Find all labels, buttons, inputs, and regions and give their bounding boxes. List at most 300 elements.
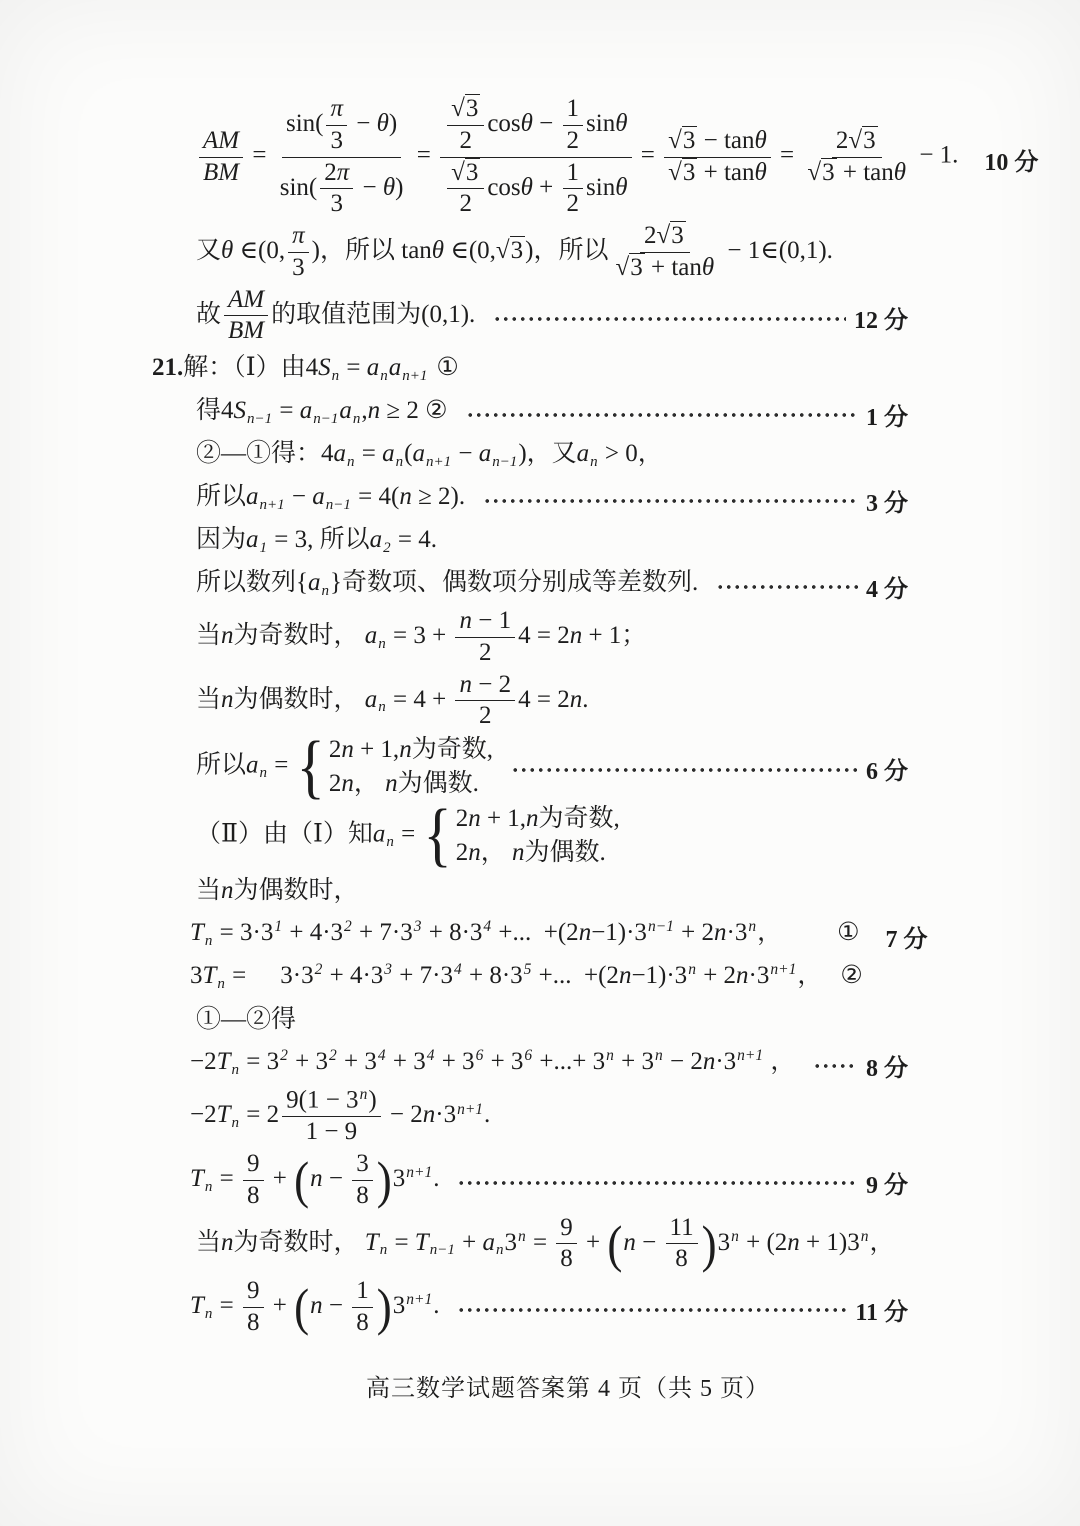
- math-text: = 4 +: [386, 685, 453, 713]
- math-text: ·3: [435, 1101, 457, 1129]
- fraction: [282, 1086, 381, 1147]
- math-variable: BM: [228, 317, 265, 345]
- problem-21-start-line: [0, 349, 1080, 389]
- sqrt-radical: √3: [668, 158, 696, 186]
- math-text: 9: [560, 1213, 573, 1241]
- math-variable: θ: [615, 109, 628, 137]
- subscript: n−1: [247, 410, 273, 427]
- math-text: +: [266, 1292, 294, 1319]
- math-variable: a: [382, 439, 395, 467]
- math-variable: T: [216, 1101, 231, 1129]
- subscript: n: [380, 367, 388, 384]
- math-text: + 1)3: [799, 1228, 860, 1256]
- math-variable: a: [364, 621, 378, 649]
- sqrt-radical: √3: [451, 95, 479, 122]
- math-text: ≥ 2 ②: [380, 396, 448, 424]
- math-text: )，所以: [525, 236, 609, 264]
- line-content: [190, 960, 863, 994]
- math-text: 8: [560, 1245, 573, 1273]
- math-text: + 3: [435, 1047, 475, 1075]
- math-text: 为奇数,: [411, 736, 493, 763]
- math-variable: n: [341, 736, 354, 763]
- superscript: n+1: [737, 1047, 764, 1065]
- denominator: [664, 158, 771, 188]
- line-content: [196, 875, 359, 908]
- math-text: = 3, 所以: [268, 525, 370, 553]
- math-text: + 2: [674, 918, 715, 946]
- radicand: 3: [671, 222, 684, 249]
- denominator: [352, 1181, 373, 1211]
- dots-leader: [813, 1063, 858, 1069]
- math-variable: n: [221, 685, 234, 713]
- math-text: + (2: [739, 1228, 788, 1256]
- numerator: [282, 95, 401, 158]
- math-variable: n: [702, 1047, 716, 1075]
- math-text: 2: [566, 190, 580, 218]
- math-text: ,: [361, 396, 368, 424]
- math-text: + tan: [836, 158, 894, 186]
- math-variable: AM: [228, 285, 265, 313]
- dots-leader: [483, 498, 858, 504]
- fraction: [288, 222, 309, 283]
- numerator: [664, 127, 771, 158]
- radicand: 3: [465, 95, 479, 122]
- subscript: 2: [383, 539, 391, 556]
- math-variable: n: [459, 607, 472, 634]
- math-variable: n: [422, 1101, 436, 1129]
- big-paren-right: ): [701, 1215, 717, 1273]
- numerator: [440, 95, 631, 158]
- numerator: [352, 1150, 373, 1181]
- math-variable: n: [569, 621, 583, 649]
- denominator: [563, 189, 584, 219]
- part2-start-line: [0, 795, 1080, 874]
- numerator: [282, 1086, 381, 1117]
- sqrt-radical: √3: [451, 158, 479, 186]
- math-variable: a: [482, 1228, 495, 1256]
- line-content: [196, 395, 448, 429]
- math-text: 故: [196, 300, 222, 328]
- math-text: 9(1 − 3: [286, 1086, 359, 1114]
- fraction: [199, 127, 243, 188]
- denominator: [803, 158, 910, 188]
- cases-row: [329, 768, 479, 799]
- math-text: ①: [436, 353, 459, 381]
- numerator: [352, 1277, 373, 1308]
- math-variable: a: [246, 751, 259, 779]
- subscript: n: [352, 410, 361, 427]
- math-text: 的取值范围为(0,1).: [271, 300, 476, 328]
- math-variable: T: [414, 1228, 429, 1256]
- math-text: 为偶数.: [524, 838, 606, 866]
- math-text: +: [532, 173, 560, 201]
- radicand: 3: [863, 126, 876, 154]
- denominator: [326, 189, 347, 219]
- math-text: 2: [459, 126, 472, 154]
- math-text: 为偶数时，: [233, 685, 365, 713]
- math-variable: θ: [520, 173, 533, 201]
- math-text: ·3: [748, 961, 770, 989]
- numerator: [320, 159, 353, 190]
- score-label: 7 分: [885, 926, 928, 953]
- subscript: n: [495, 1242, 504, 1259]
- math-variable: θ: [615, 173, 628, 201]
- math-text: =: [340, 353, 367, 381]
- math-text: 所以数列{: [196, 568, 308, 596]
- score-label: 3 分: [866, 490, 908, 517]
- subscript: n: [378, 635, 386, 652]
- math-text: ①: [837, 918, 860, 946]
- math-text: 得4: [196, 396, 234, 424]
- math-text: + 1,: [353, 736, 400, 763]
- math-text: 8: [356, 1181, 369, 1209]
- math-text: 1 − 9: [305, 1118, 358, 1146]
- math-text: ，: [869, 1228, 895, 1256]
- math-text: =: [268, 751, 295, 779]
- dots-leader: [457, 1307, 847, 1313]
- eq-am-bm-chain: [0, 95, 1080, 219]
- denominator: [563, 126, 584, 156]
- numerator: [455, 671, 515, 702]
- big-paren-left: (: [294, 1278, 310, 1337]
- math-variable: T: [190, 1165, 204, 1192]
- line-content: [190, 1086, 490, 1147]
- sqrt-radical: √3: [615, 253, 643, 281]
- superscript: n: [359, 1086, 368, 1103]
- math-text: .: [484, 1101, 491, 1129]
- subscript: n: [321, 582, 329, 599]
- math-text: ∈(0,: [444, 236, 496, 264]
- line-content: [152, 352, 459, 386]
- math-text: − 2: [383, 1101, 423, 1129]
- line-content: [190, 917, 860, 951]
- score-label: 8 分: [866, 1055, 908, 1082]
- math-variable: a: [364, 685, 378, 713]
- math-text: 当: [196, 1228, 222, 1256]
- math-text: = 3: [240, 1047, 280, 1075]
- superscript: n+1: [406, 1164, 433, 1182]
- math-variable: θ: [520, 109, 533, 137]
- math-text: sin: [586, 109, 616, 137]
- fraction: [224, 286, 268, 347]
- numerator: [326, 95, 347, 126]
- math-text: = 3·3: [213, 918, 274, 946]
- math-variable: a: [246, 482, 259, 510]
- brace-icon: {: [296, 727, 325, 806]
- even-n-formula-line: [0, 671, 1080, 732]
- math-text: ·3: [726, 918, 748, 946]
- superscript: 4: [377, 1047, 386, 1065]
- numerator: [447, 159, 484, 190]
- numerator: [640, 222, 690, 253]
- math-variable: n: [399, 736, 412, 763]
- denominator: [243, 1308, 264, 1338]
- math-text: ②—①得：4: [196, 439, 334, 467]
- big-paren-right: ): [376, 1151, 392, 1210]
- problem-number: 21.: [152, 353, 184, 381]
- math-text: − 2: [663, 1047, 703, 1075]
- math-text: 3: [392, 1292, 406, 1319]
- math-text: 为偶数时，: [233, 876, 359, 904]
- math-text: − 2: [471, 670, 512, 698]
- math-text: + tan: [644, 253, 702, 281]
- math-text: =: [410, 141, 438, 169]
- math-variable: a: [339, 396, 352, 424]
- math-text: +: [266, 1165, 294, 1192]
- math-text: ，: [353, 770, 386, 798]
- math-variable: n: [623, 1228, 636, 1256]
- math-text: 2: [328, 736, 342, 763]
- math-text: 1: [566, 95, 580, 122]
- math-text: ，: [764, 1047, 796, 1075]
- denominator: [224, 316, 268, 346]
- numerator: [243, 1150, 264, 1181]
- subscript: n+1: [402, 367, 428, 384]
- math-variable: n: [385, 770, 398, 798]
- score-label: 6 分: [866, 759, 908, 786]
- math-variable: n: [468, 804, 481, 832]
- dots-leader: [457, 1180, 858, 1186]
- subscript: n: [379, 1242, 388, 1259]
- math-text: 当: [196, 685, 222, 713]
- math-text: )，又: [518, 439, 577, 467]
- brace-icon: {: [423, 795, 452, 874]
- numerator: [556, 1214, 577, 1245]
- math-variable: T: [202, 961, 217, 989]
- math-variable: n: [569, 685, 583, 713]
- subscript: 1: [259, 539, 268, 556]
- dots-leader: [493, 316, 846, 322]
- denominator: [276, 158, 408, 220]
- math-text: =: [773, 141, 801, 169]
- superscript: 4: [426, 1047, 435, 1065]
- math-variable: n: [736, 961, 749, 989]
- math-text: −: [452, 439, 479, 467]
- math-variable: n: [714, 918, 727, 946]
- math-text: 3·3: [280, 961, 314, 989]
- neg2tn-sum-line: [0, 1043, 1080, 1083]
- superscript: n+1: [457, 1100, 484, 1118]
- subscript: n−1: [325, 496, 351, 513]
- math-variable: a: [312, 482, 325, 510]
- fraction: [611, 222, 718, 283]
- subscript: n: [395, 453, 404, 470]
- score-label: 1 分: [866, 404, 908, 431]
- superscript: n: [748, 918, 757, 936]
- line-content: [196, 286, 475, 347]
- math-text: 为奇数时，: [233, 1228, 365, 1256]
- math-text: −: [322, 1165, 350, 1192]
- math-variable: S: [318, 353, 331, 381]
- radicand: 3: [630, 253, 643, 281]
- fraction: [352, 1150, 373, 1211]
- math-text: −: [285, 482, 313, 510]
- subscript: n: [590, 453, 598, 470]
- fraction: [563, 95, 584, 156]
- math-text: = 2: [240, 1101, 280, 1129]
- math-text: sin: [586, 173, 616, 201]
- math-text: 为奇数时，: [233, 621, 365, 649]
- math-variable: π: [330, 95, 343, 122]
- math-variable: π: [292, 222, 305, 249]
- math-text: + 4·3: [283, 918, 344, 946]
- cases-group: [296, 727, 493, 806]
- fraction: [243, 1150, 264, 1211]
- math-text: > 0，: [598, 439, 663, 467]
- math-text: +...+ 3: [533, 1047, 606, 1075]
- superscript: 4: [453, 961, 462, 979]
- radicand: 3: [465, 158, 479, 186]
- math-text: −: [322, 1292, 350, 1319]
- math-text: +... +(2: [532, 961, 619, 989]
- math-text: + 3: [484, 1047, 524, 1075]
- a1-a2-values-line: [0, 521, 1080, 561]
- math-text: +: [455, 1228, 483, 1256]
- math-text: 9: [247, 1150, 260, 1178]
- line-content: [196, 671, 588, 732]
- math-text: 2: [566, 126, 580, 154]
- math-variable: S: [233, 396, 247, 424]
- an-cases-line: [0, 727, 1080, 806]
- line-content: [196, 795, 620, 874]
- math-text: − 1∈(0,1).: [721, 236, 833, 264]
- document-body: [0, 95, 1080, 1338]
- math-variable: θ: [221, 236, 234, 264]
- math-variable: π: [336, 158, 350, 186]
- score-label: 9 分: [866, 1172, 908, 1199]
- math-variable: n: [341, 770, 354, 798]
- math-variable: θ: [754, 126, 767, 154]
- subscript: n: [217, 975, 225, 992]
- math-text: + 3: [288, 1047, 328, 1075]
- subscript: n: [331, 367, 340, 384]
- math-variable: θ: [754, 158, 767, 186]
- math-text: 3: [392, 1165, 406, 1192]
- odd-n-formula-line: [0, 607, 1080, 668]
- math-text: 9: [247, 1277, 260, 1305]
- denominator: [611, 253, 718, 283]
- denominator: [199, 158, 243, 188]
- tn-even-result-line: [0, 1150, 1080, 1211]
- math-text: 3: [356, 1150, 369, 1178]
- math-text: + 7·3: [352, 918, 413, 946]
- math-text: 8: [247, 1308, 260, 1336]
- superscript: 2: [344, 918, 352, 936]
- math-text: 4 = 2: [518, 621, 570, 649]
- math-variable: a: [308, 568, 321, 596]
- math-text: = 4.: [391, 525, 437, 553]
- math-text: ·3: [715, 1047, 737, 1075]
- math-text: ②: [840, 961, 863, 989]
- math-text: + 8·3: [462, 961, 523, 989]
- math-text: −2: [190, 1047, 217, 1075]
- line-content: [196, 481, 465, 515]
- fraction: [664, 127, 771, 188]
- denominator: [352, 1308, 373, 1338]
- math-text: .: [582, 685, 589, 713]
- superscript: n−1: [647, 918, 674, 936]
- math-text: ∈(0,: [233, 236, 286, 264]
- denominator: [326, 126, 347, 156]
- math-variable: n: [221, 1228, 234, 1256]
- three-tn-series-line: [0, 957, 1080, 997]
- fraction: [556, 1214, 577, 1275]
- math-text: =: [225, 961, 247, 989]
- math-variable: n: [468, 838, 481, 866]
- denominator: [288, 253, 309, 283]
- denominator: [440, 158, 631, 220]
- math-variable: n: [787, 1228, 800, 1256]
- fraction: [276, 95, 408, 219]
- math-variable: AM: [203, 126, 240, 154]
- math-text: )，所以 tan: [311, 236, 432, 264]
- superscript: 6: [475, 1047, 484, 1065]
- radicand: 3: [822, 158, 835, 186]
- fraction: [803, 127, 910, 188]
- math-variable: a: [372, 819, 386, 847]
- line-content: [196, 95, 958, 219]
- sqrt-radical: √3: [807, 158, 835, 186]
- subscript: n+1: [259, 496, 285, 513]
- math-text: −: [350, 109, 377, 137]
- subscript: n+1: [425, 453, 452, 470]
- superscript: n+1: [406, 1291, 433, 1309]
- math-text: −: [356, 173, 383, 201]
- math-text: − tan: [697, 126, 755, 154]
- denominator: [243, 1181, 264, 1211]
- math-text: 2: [643, 222, 657, 249]
- score-label: 10 分: [984, 149, 1039, 176]
- numerator: [563, 95, 584, 126]
- math-text: 11: [669, 1213, 694, 1241]
- line-content: [196, 727, 493, 806]
- subscript: n: [231, 1061, 240, 1078]
- math-text: =: [273, 396, 300, 424]
- superscript: n: [606, 1047, 614, 1065]
- numerator: [666, 1214, 698, 1245]
- math-variable: T: [190, 918, 204, 946]
- math-text: }奇数项、偶数项分别成等差数列.: [330, 568, 699, 596]
- page-footer: 高三数学试题答案第 4 页（共 5 页）: [366, 1375, 770, 1402]
- subscript: n: [204, 1305, 213, 1322]
- math-variable: n: [511, 838, 525, 866]
- radicand: 3: [682, 126, 696, 154]
- math-variable: n: [618, 961, 632, 989]
- denominator: [556, 1244, 577, 1274]
- math-variable: θ: [376, 109, 389, 137]
- math-variable: T: [190, 1292, 204, 1319]
- math-text: +: [579, 1228, 607, 1256]
- math-text: ): [368, 1086, 377, 1114]
- superscript: n: [688, 961, 696, 979]
- math-text: 8: [356, 1308, 369, 1336]
- math-text: 3: [330, 126, 343, 154]
- math-text: 2: [455, 804, 469, 832]
- math-text: 8: [247, 1181, 260, 1209]
- numerator: [243, 1277, 264, 1308]
- math-text: （Ⅱ）由（Ⅰ）知: [196, 819, 373, 847]
- sqrt-radical: √3: [668, 126, 696, 154]
- radicand: 3: [510, 236, 524, 264]
- cases-row: [329, 734, 493, 765]
- numerator: [224, 286, 268, 317]
- fraction: [326, 95, 347, 156]
- superscript: n+1: [770, 961, 797, 979]
- subscript: n: [259, 765, 268, 782]
- math-variable: n: [310, 1292, 323, 1319]
- cases-row: [456, 803, 620, 834]
- cases-column: [456, 803, 620, 869]
